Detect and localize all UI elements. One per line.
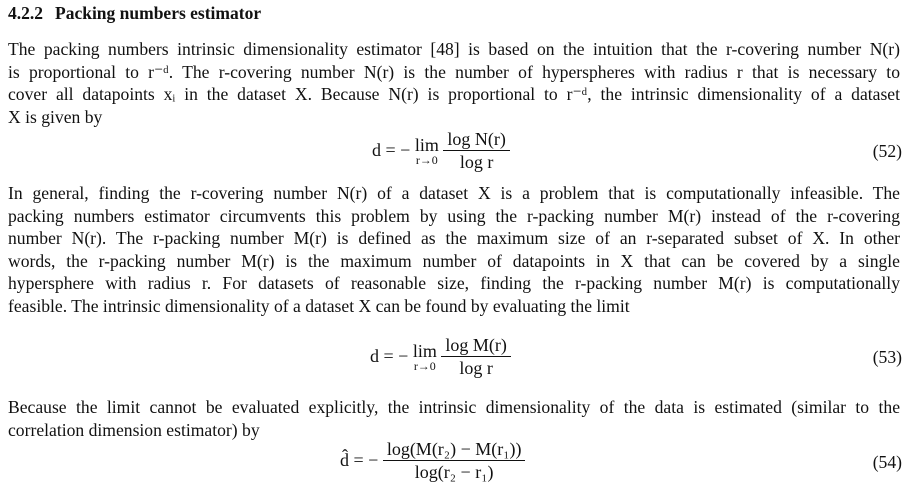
paragraph-line: packing numbers estimator circumvents this problem by using the r-packing number M(r) instead of the r-covering (8, 205, 900, 226)
equation-number: (54) (872, 452, 902, 472)
numerator: log(M(r₂) − M(r₁)) (383, 438, 526, 461)
equation-body (340, 438, 525, 483)
paragraph-line: X is given by (8, 106, 103, 127)
paragraph-line: cover all datapoints xᵢ in the dataset X. Because N(r) is proportional to r⁻ᵈ, the intrinsic dimensionality of a dataset (8, 84, 900, 105)
paragraph-line: The packing numbers intrinsic dimensionality estimator [48] is based on the intuition that the r-covering number N(r) (8, 39, 900, 59)
section-heading (8, 3, 261, 24)
limit-symbol: lim (414, 134, 439, 155)
paragraph-line: number N(r). The r-packing number M(r) is defined as the maximum size of an r-separated subset of X. In other (8, 228, 900, 249)
paragraph-line: In general, finding the r-covering number N(r) of a dataset X is a problem that is computationally infeasible. The (8, 183, 900, 203)
equation-54 (0, 438, 922, 488)
fraction (441, 334, 511, 379)
paragraph-3 (8, 396, 900, 441)
equation-body (370, 334, 511, 379)
limit-symbol: lim (412, 340, 437, 361)
limit-operator (415, 136, 439, 166)
numerator: log M(r) (441, 334, 511, 357)
equation-lhs: d = − (372, 140, 411, 160)
denominator: log(r₂ − r₁) (414, 462, 494, 482)
limit-operator (413, 342, 437, 372)
paragraph-line: words, the r-packing number M(r) is the maximum number of datapoints in X that can be covered by a single (8, 250, 900, 271)
paragraph-line: feasible. The intrinsic dimensionality of a dataset X can be found by evaluating the limit (8, 295, 630, 316)
numerator: log N(r) (443, 128, 509, 151)
paragraph-line: correlation dimension estimator) by (8, 419, 260, 440)
denominator: log r (459, 152, 494, 172)
limit-subscript: r→0 (415, 152, 438, 167)
limit-subscript: r→0 (413, 358, 436, 373)
section-number: 4.2.2 (8, 3, 43, 23)
paragraph-line: hypersphere with radius r. For datasets of reasonable size, finding the r-packing number M(r) is computationally (8, 273, 900, 294)
equation-number: (52) (872, 141, 902, 161)
equation-lhs: d̂ = − (340, 450, 379, 470)
paragraph-line: is proportional to r⁻ᵈ. The r-covering number N(r) is the number of hyperspheres with radius r that is necessary to (8, 61, 900, 82)
equation-number: (53) (872, 347, 902, 367)
equation-53 (0, 334, 922, 380)
paragraph-line: Because the limit cannot be evaluated explicitly, the intrinsic dimensionality of the data is estimated (similar to the (8, 397, 900, 417)
equation-52 (0, 128, 922, 174)
paragraph-2 (8, 182, 900, 318)
fraction (443, 128, 509, 173)
section-title: Packing numbers estimator (55, 3, 262, 23)
paragraph-1 (8, 38, 900, 128)
denominator: log r (459, 358, 493, 378)
equation-body (372, 128, 510, 173)
equation-lhs: d = − (370, 346, 409, 366)
fraction (383, 438, 526, 483)
